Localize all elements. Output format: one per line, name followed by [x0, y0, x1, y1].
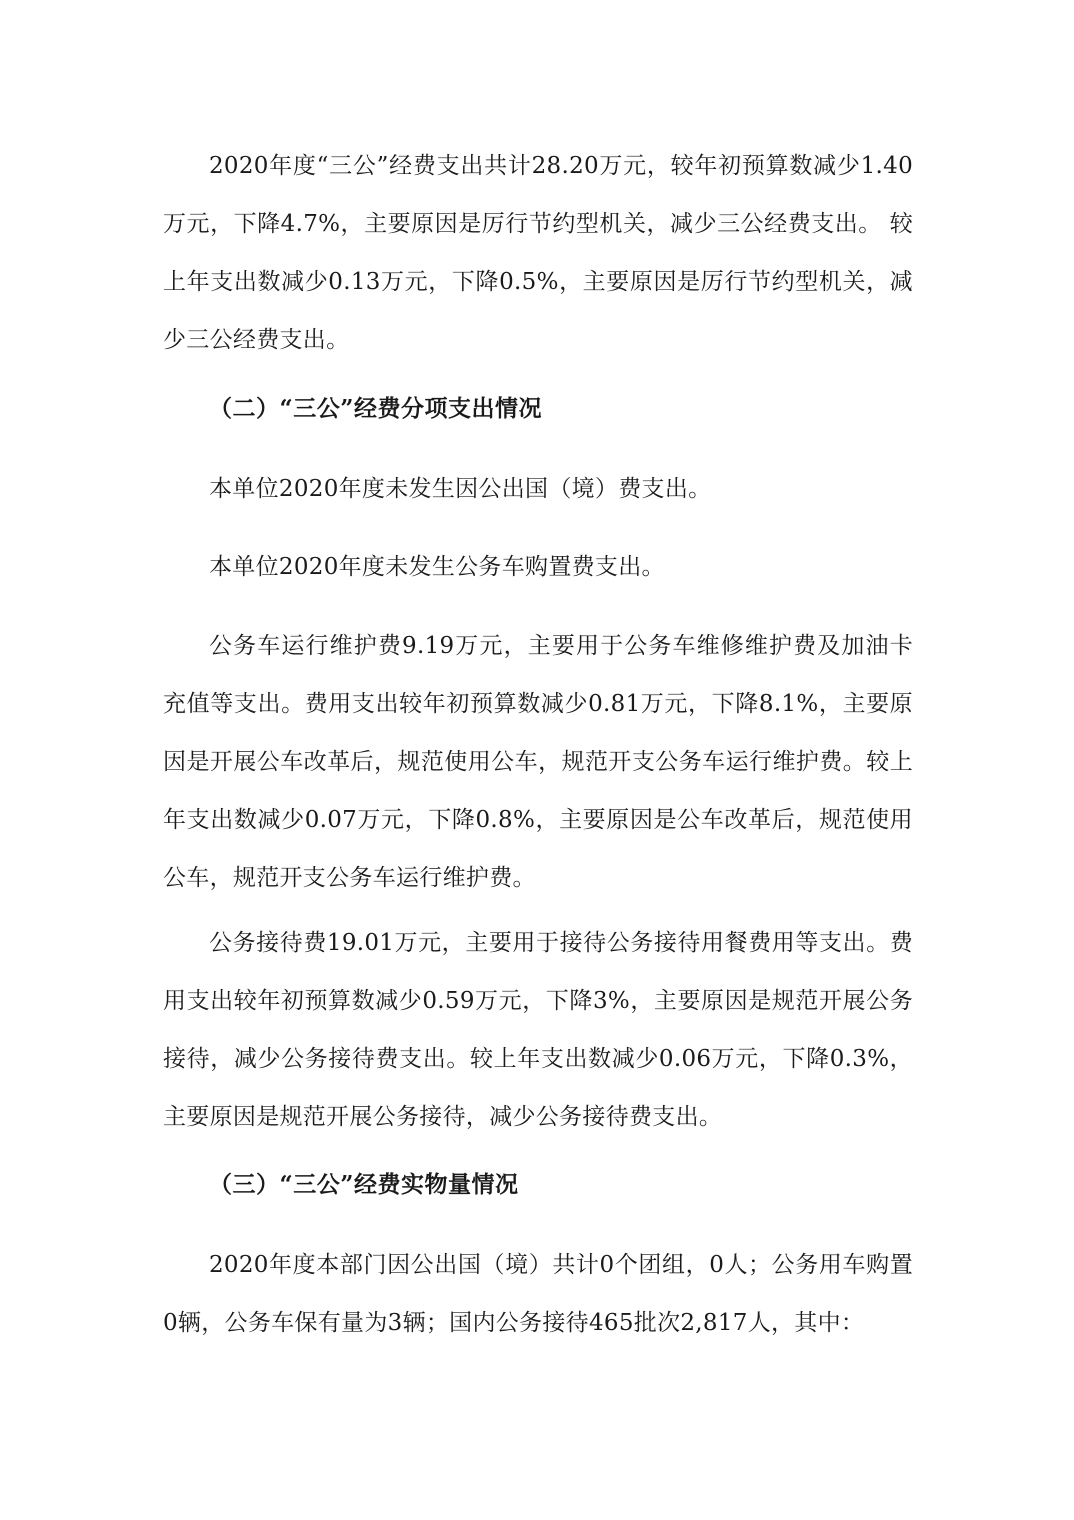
paragraph-vehicle-maintenance: 公务车运行维护费9.19万元，主要用于公务车维修维护费及加油卡充值等支出。费用支出较年初预算数减少0.81万元，下降8.1%，主要原因是开展公车改革后，规范使用公车，规范开支公务车运行维护费。较上年支出数减少0.07万元，下降0.8%，主要原因是公车改革后，规范使用公车，规范开支公务车运行维护费。: [163, 633, 913, 891]
paragraph-vehicle-purchase: 本单位2020年度未发生公务车购置费支出。: [209, 554, 665, 580]
paragraph-reception: 公务接待费19.01万元，主要用于接待公务接待用餐费用等支出。费用支出较年初预算数减少0.59万元，下降3%，主要原因是规范开展公务接待，减少公务接待费支出。较上年支出数减少0.06万元，下降0.3%，主要原因是规范开展公务接待，减少公务接待费支出。: [163, 930, 913, 1130]
section-heading-physical-quantity: （三）“三公”经费实物量情况: [209, 1171, 519, 1198]
paragraph-summary: 2020年度“三公”经费支出共计28.20万元，较年初预算数减少1.40万元，下降4.7%，主要原因是厉行节约型机关，减少三公经费支出。 较上年支出数减少0.13万元，下降0.5%，主要原因是厉行节约型机关，减少三公经费支出。: [163, 153, 913, 353]
paragraph-physical-quantity: 2020年度本部门因公出国（境）共计0个团组，0人；公务用车购置0辆，公务车保有量为3辆；国内公务接待465批次2,817人，其中：: [163, 1252, 913, 1336]
paragraph-overseas-travel: 本单位2020年度未发生因公出国（境）费支出。: [209, 476, 712, 502]
section-heading-breakdown: （二）“三公”经费分项支出情况: [209, 395, 542, 422]
